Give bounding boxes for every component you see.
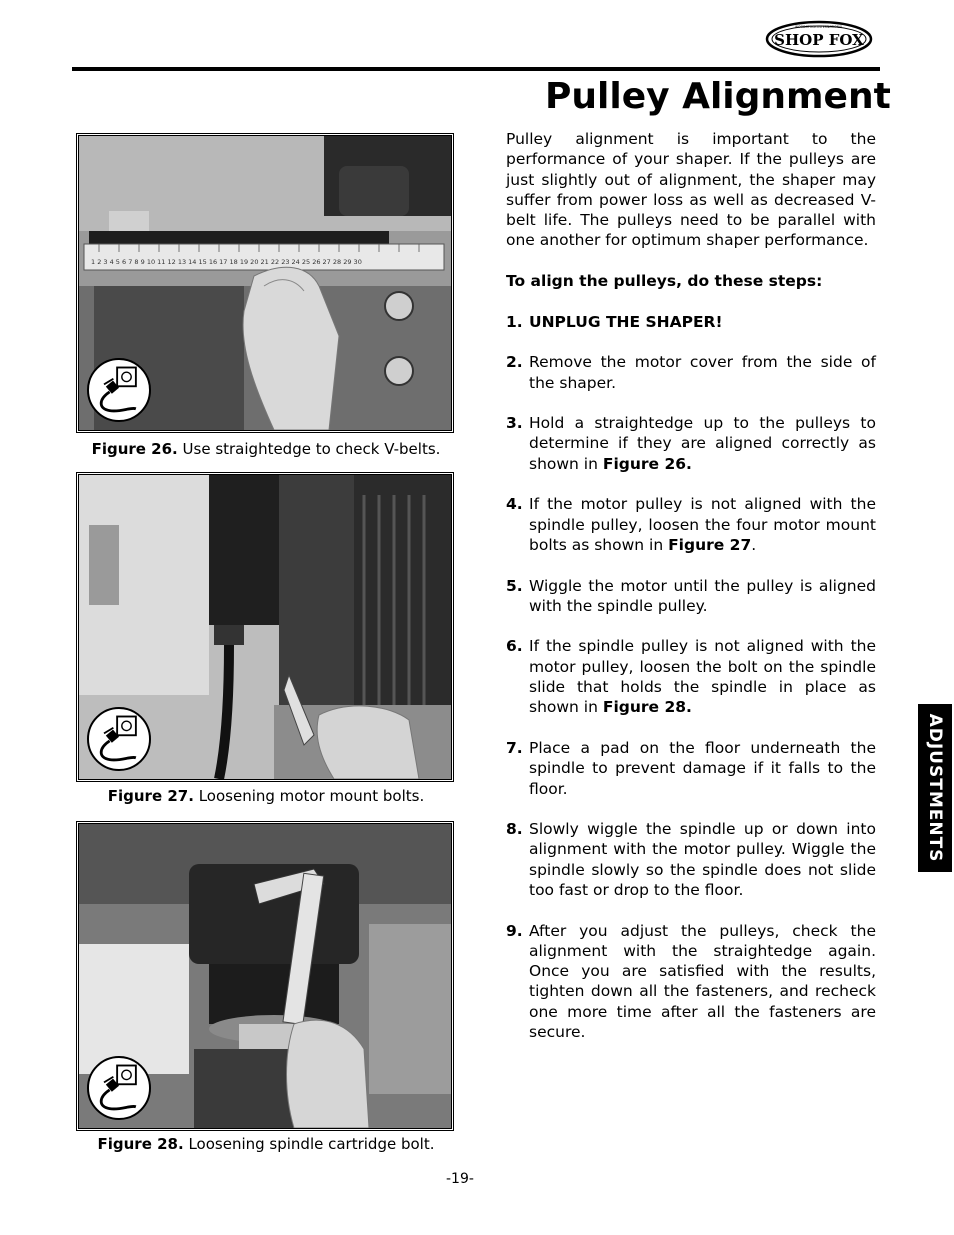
- step-text: UNPLUG THE SHAPER!: [529, 312, 723, 331]
- figure-28-caption: [72, 1135, 460, 1153]
- step-text: Remove the motor cover from the side of the shaper.: [529, 353, 876, 392]
- unplug-warning-icon: [87, 358, 151, 422]
- step-text: Hold a straightedge up to the pulleys to determine if they are aligned correctly as shown in: [529, 414, 876, 473]
- step-number: 8.: [506, 820, 523, 839]
- step-number: 6.: [506, 637, 523, 656]
- page-title: Pulley Alignment: [545, 76, 891, 117]
- intro-paragraph: Pulley alignment is important to the performance of your shaper. If the pulleys are just slightly out of alignment, the shaper may suffer from power loss as well as decreased V-belt life. The pulleys need to be parallel with one another for optimum shaper performance.: [506, 130, 876, 250]
- figure-27-label: Figure 27.: [107, 787, 194, 805]
- figure-26-text: Use straightedge to check V-belts.: [182, 440, 441, 458]
- step-text: Slowly wiggle the spindle up or down into alignment with the motor pulley. Wiggle the spindle slowly so the spindle does not slide too fast or drop to the floor.: [529, 820, 876, 899]
- figure-27-caption: [72, 787, 460, 805]
- step-text: If the spindle pulley is not aligned with the motor pulley, loosen the bolt on the spindle slide that holds the spindle in place as shown in: [529, 637, 876, 717]
- step-1: [506, 312, 876, 332]
- figure-28-photo: [76, 821, 454, 1131]
- figure-27-photo: [76, 472, 454, 782]
- header-rule: [72, 67, 880, 71]
- step-3: [506, 413, 876, 474]
- logo-small-text: WOODSTOCK INTERNATIONAL: [795, 25, 843, 29]
- unplug-warning-icon: [87, 707, 151, 771]
- step-9: [506, 921, 876, 1043]
- step-text: Place a pad on the floor underneath the spindle to prevent damage if it falls to the floor.: [529, 738, 876, 798]
- figure-26-photo: [76, 133, 454, 433]
- instructions-column: [506, 129, 876, 1042]
- figure-reference: Figure 26.: [602, 454, 692, 473]
- side-tab-label: ADJUSTMENTS: [925, 713, 945, 863]
- step-text: Wiggle the motor until the pulley is aligned with the spindle pulley.: [529, 576, 876, 615]
- logo-text: SHOP FOX: [774, 31, 864, 49]
- step-6: [506, 636, 876, 717]
- step-number: 2.: [506, 353, 523, 372]
- figure-28-text: Loosening spindle cartridge bolt.: [188, 1135, 435, 1153]
- shop-fox-logo: [765, 20, 873, 58]
- step-number: 5.: [506, 576, 523, 595]
- figure-27-text: Loosening motor mount bolts.: [198, 787, 425, 805]
- step-text: After you adjust the pulleys, check the alignment with the straightedge again. Once you are satisfied with the results, tighten down all the fasteners, and recheck one more time after all the fasteners are secure.: [529, 921, 876, 1042]
- step-number: 3.: [506, 414, 523, 433]
- figure-26-label: Figure 26.: [91, 440, 178, 458]
- step-text: If the motor pulley is not aligned with the spindle pulley, loosen the four motor mount bolts as shown in: [529, 495, 876, 554]
- step-number: 1.: [506, 312, 523, 331]
- steps-heading: To align the pulleys, do these steps:: [506, 272, 823, 291]
- step-7: [506, 738, 876, 799]
- figure-28-label: Figure 28.: [97, 1135, 184, 1153]
- step-8: [506, 819, 876, 900]
- step-number: 9.: [506, 921, 523, 940]
- page-number: -19-: [446, 1171, 474, 1187]
- step-number: 4.: [506, 495, 523, 514]
- step-number: 7.: [506, 738, 523, 757]
- ruler-numbers: 1 2 3 4 5 6 7 8 9 10 11 12 13 14 15 16 17 18 19 20 21 22 23 24 25 26 27 28 29 30: [91, 258, 362, 266]
- section-side-tab: [918, 704, 952, 872]
- figure-reference: Figure 28.: [602, 698, 692, 717]
- figure-reference: Figure 27: [668, 535, 752, 554]
- step-text-end: .: [751, 535, 757, 554]
- step-5: [506, 576, 876, 617]
- step-2: [506, 352, 876, 393]
- step-4: [506, 494, 876, 555]
- figure-26-caption: [72, 440, 460, 458]
- unplug-warning-icon: [87, 1056, 151, 1120]
